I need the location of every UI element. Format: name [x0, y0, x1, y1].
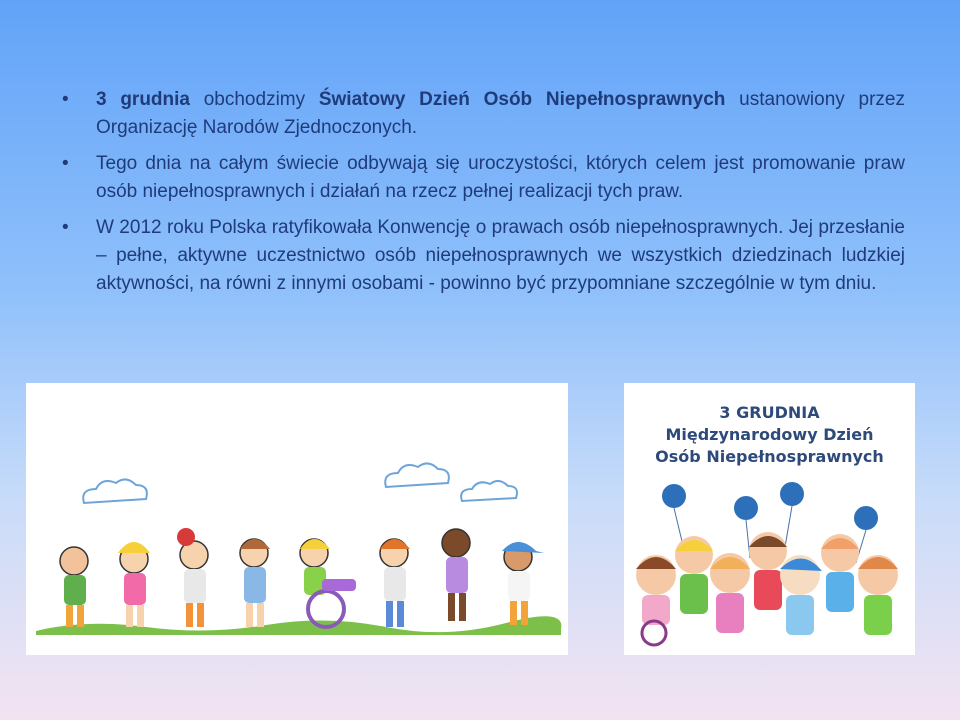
bold-day-name: Światowy Dzień Osób Niepełnosprawnych [318, 89, 726, 110]
text-segment: ustanowiony przez Organizację Narodów Zjednoczonych. [96, 89, 905, 138]
poster-subtitle-line2: Osób Niepełnosprawnych [655, 447, 884, 466]
bullet-list [62, 86, 905, 306]
child-figure [502, 542, 544, 625]
children-illustration-svg [26, 383, 568, 655]
child-figure [177, 528, 208, 627]
bullet-item-2 [62, 150, 905, 206]
bullet-item-1 [62, 86, 905, 142]
bullet-dot: • [62, 89, 69, 110]
bullet-text: W 2012 roku Polska ratyfikowała Konwencję o prawach osób niepełnosprawnych. Jej przesłanie – pełne, aktywne uczestnictwo osób niepełnosprawnych we wszystkich dziedzinach ludzkiej aktywności, na równi z innymi osobami - powinno być przypomniane szczególnie w tym dniu. [96, 217, 905, 294]
bold-date: 3 grudnia [96, 89, 190, 110]
grass [36, 616, 561, 635]
bullet-text [96, 89, 905, 138]
child-figure [442, 529, 470, 621]
bullet-dot: • [62, 217, 69, 238]
text-segment: obchodzimy [189, 89, 319, 110]
child-figure [380, 539, 410, 627]
cloud-icon [385, 463, 449, 487]
children-group [636, 532, 898, 645]
poster-image [624, 383, 915, 655]
cloud-icon [83, 479, 147, 503]
child-figure [118, 542, 150, 627]
poster-title: 3 GRUDNIA [719, 403, 820, 422]
child-wheelchair-figure [300, 539, 356, 627]
child-figure [240, 539, 270, 627]
bullet-item-3 [62, 214, 905, 298]
poster-illustration-svg [624, 383, 915, 655]
child-figure [60, 547, 88, 627]
cloud-icon [461, 481, 517, 501]
children-illustration [26, 383, 568, 655]
bullet-dot: • [62, 153, 69, 174]
bullet-text: Tego dnia na całym świecie odbywają się uroczystości, których celem jest promowanie praw osób niepełnosprawnych i działań na rzecz pełnej realizacji tych praw. [96, 153, 905, 202]
poster-subtitle-line1: Międzynarodowy Dzień [665, 425, 874, 444]
